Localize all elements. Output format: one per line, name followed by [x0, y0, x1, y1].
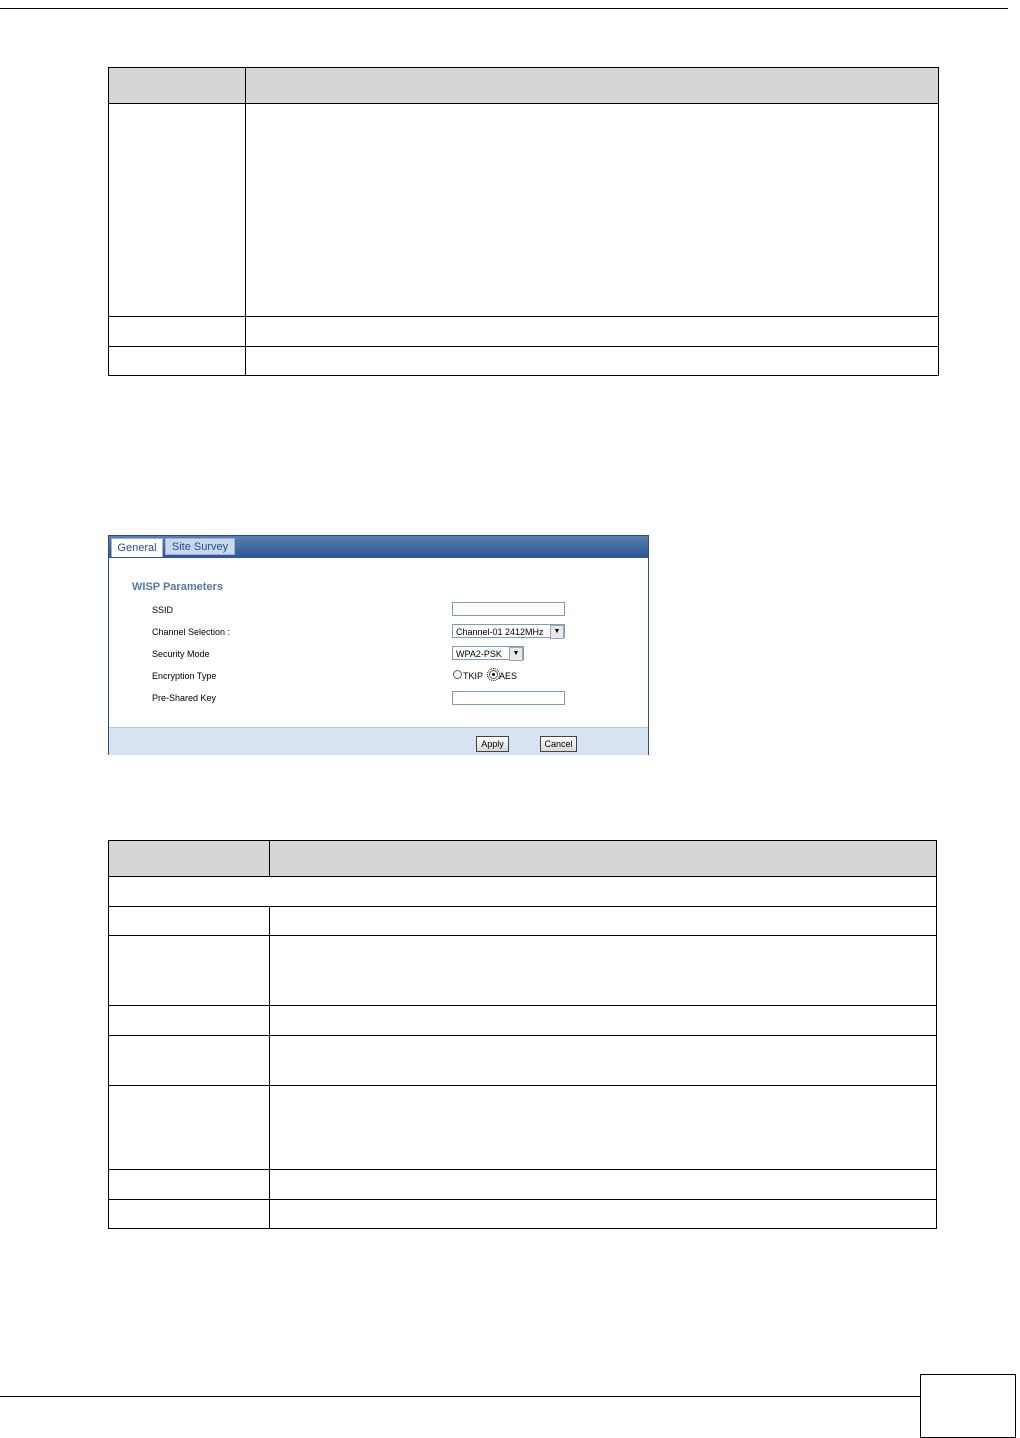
table-cell — [109, 877, 937, 907]
header-rule — [0, 8, 1008, 9]
table-cell — [109, 907, 270, 936]
table-header-cell — [109, 841, 270, 877]
table-header-row — [109, 841, 937, 877]
chevron-down-icon[interactable]: ▼ — [550, 625, 564, 639]
table-cell — [109, 317, 246, 347]
ssid-label: SSID — [152, 605, 174, 615]
table-row — [109, 317, 939, 347]
table-row — [109, 1170, 937, 1200]
table-cell — [270, 936, 937, 1006]
encryption-type-label: Encryption Type — [152, 671, 217, 681]
table-header-cell — [109, 68, 246, 104]
table-cell — [270, 1036, 937, 1086]
table-cell — [246, 317, 939, 347]
tab-bar — [109, 536, 648, 558]
table-cell — [109, 1036, 270, 1086]
table-2 — [108, 840, 937, 1229]
wisp-config-panel — [108, 535, 649, 755]
table-cell — [109, 1200, 270, 1229]
ssid-input[interactable] — [452, 602, 565, 616]
radio-tkip[interactable] — [453, 670, 462, 679]
tab-general[interactable]: General — [111, 538, 163, 557]
table-cell — [109, 1086, 270, 1170]
apply-button[interactable]: Apply — [476, 736, 509, 752]
table-cell — [109, 104, 246, 317]
table-cell — [109, 1170, 270, 1200]
table-cell — [270, 907, 937, 936]
channel-value: Channel-01 2412MHz — [456, 627, 544, 637]
table-row — [109, 1200, 937, 1229]
security-mode-value: WPA2-PSK — [456, 649, 502, 659]
table-header-cell — [246, 68, 939, 104]
table-header-row — [109, 68, 939, 104]
table-row — [109, 1086, 937, 1170]
table-row — [109, 877, 937, 907]
page-number-box — [920, 1374, 1016, 1438]
table-row — [109, 347, 939, 376]
table-cell — [270, 1200, 937, 1229]
table-row — [109, 936, 937, 1006]
psk-input[interactable] — [452, 691, 565, 705]
security-mode-select[interactable] — [452, 646, 524, 660]
radio-aes[interactable] — [489, 670, 498, 679]
chevron-down-icon[interactable]: ▼ — [509, 647, 523, 661]
cancel-button[interactable]: Cancel — [540, 736, 577, 752]
table-cell — [246, 347, 939, 376]
table-row — [109, 1036, 937, 1086]
table-cell — [270, 1170, 937, 1200]
tab-site-survey[interactable]: Site Survey — [165, 538, 235, 555]
table-cell — [109, 1006, 270, 1036]
table-row — [109, 1006, 937, 1036]
table-cell — [109, 347, 246, 376]
table-row — [109, 104, 939, 317]
table-cell — [270, 1086, 937, 1170]
table-cell — [246, 104, 939, 317]
radio-aes-label: AES — [499, 671, 518, 681]
security-mode-label: Security Mode — [152, 649, 210, 659]
channel-select[interactable] — [452, 624, 565, 638]
table-cell — [270, 1006, 937, 1036]
radio-tkip-label: TKIP — [463, 671, 484, 681]
section-title: WISP Parameters — [132, 581, 223, 593]
table-cell — [109, 936, 270, 1006]
table-header-cell — [270, 841, 937, 877]
table-row — [109, 907, 937, 936]
channel-label: Channel Selection : — [152, 627, 231, 637]
panel-footer — [109, 727, 648, 755]
psk-label: Pre-Shared Key — [152, 693, 217, 703]
footer-rule — [0, 1396, 920, 1397]
table-1 — [108, 67, 939, 376]
